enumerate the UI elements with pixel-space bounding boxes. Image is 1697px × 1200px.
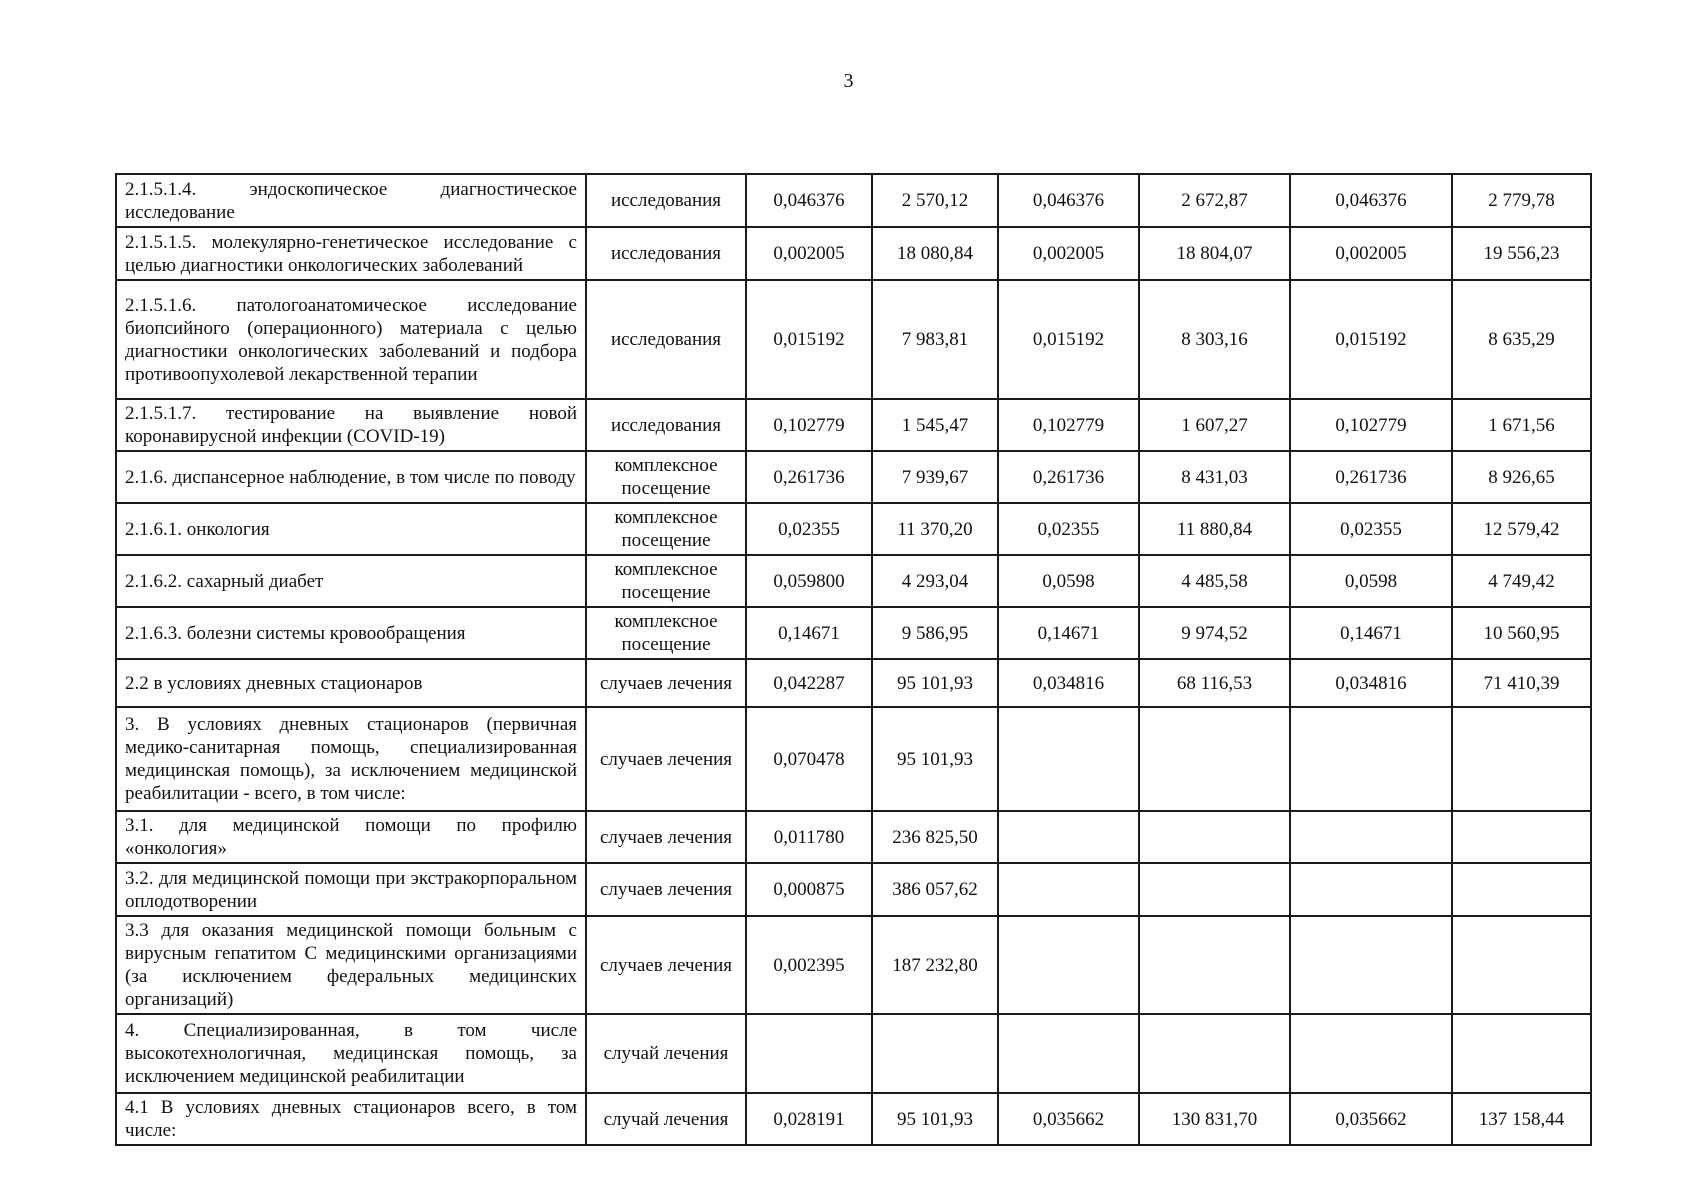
value-cell: 0,034816 xyxy=(1290,659,1452,707)
row-unit: случаев лечения xyxy=(586,916,746,1014)
row-unit: комплексное посещение xyxy=(586,451,746,503)
value-cell: 1 671,56 xyxy=(1452,399,1591,451)
value-cell: 4 485,58 xyxy=(1139,555,1290,607)
table-row xyxy=(116,280,1591,399)
value-cell: 18 080,84 xyxy=(872,227,998,280)
value-cell: 0,102779 xyxy=(746,399,872,451)
row-unit: случаев лечения xyxy=(586,659,746,707)
value-cell: 1 607,27 xyxy=(1139,399,1290,451)
row-name: 3. В условиях дневных стационаров (первичная медико-санитарная помощь, специализированная медицинская помощь), за исключением медицинской реабилитации - всего, в том числе: xyxy=(116,707,586,811)
value-cell: 95 101,93 xyxy=(872,1093,998,1145)
table-row xyxy=(116,1093,1591,1145)
row-unit: комплексное посещение xyxy=(586,607,746,659)
value-cell xyxy=(1290,811,1452,863)
table-row xyxy=(116,811,1591,863)
value-cell: 2 570,12 xyxy=(872,174,998,227)
value-cell: 0,14671 xyxy=(1290,607,1452,659)
row-name: 2.1.6.3. болезни системы кровообращения xyxy=(116,607,586,659)
value-cell: 71 410,39 xyxy=(1452,659,1591,707)
value-cell xyxy=(1452,1014,1591,1093)
row-name: 3.1. для медицинской помощи по профилю «онкология» xyxy=(116,811,586,863)
value-cell: 0,070478 xyxy=(746,707,872,811)
value-cell: 187 232,80 xyxy=(872,916,998,1014)
value-cell: 11 880,84 xyxy=(1139,503,1290,555)
value-cell xyxy=(1290,863,1452,916)
table-row xyxy=(116,607,1591,659)
value-cell xyxy=(1139,811,1290,863)
row-unit: случай лечения xyxy=(586,1093,746,1145)
value-cell: 0,000875 xyxy=(746,863,872,916)
row-unit: исследования xyxy=(586,227,746,280)
row-name: 2.2 в условиях дневных стационаров xyxy=(116,659,586,707)
value-cell: 0,261736 xyxy=(746,451,872,503)
value-cell: 0,02355 xyxy=(746,503,872,555)
table-row xyxy=(116,916,1591,1014)
value-cell: 4 293,04 xyxy=(872,555,998,607)
value-cell: 4 749,42 xyxy=(1452,555,1591,607)
value-cell xyxy=(872,1014,998,1093)
value-cell: 0,015192 xyxy=(998,280,1139,399)
value-cell: 0,261736 xyxy=(998,451,1139,503)
value-cell: 10 560,95 xyxy=(1452,607,1591,659)
value-cell: 386 057,62 xyxy=(872,863,998,916)
value-cell: 0,059800 xyxy=(746,555,872,607)
value-cell: 9 586,95 xyxy=(872,607,998,659)
value-cell: 1 545,47 xyxy=(872,399,998,451)
value-cell: 0,02355 xyxy=(998,503,1139,555)
value-cell: 0,0598 xyxy=(998,555,1139,607)
value-cell xyxy=(1290,916,1452,1014)
value-cell: 0,002005 xyxy=(746,227,872,280)
table-row xyxy=(116,227,1591,280)
row-unit: исследования xyxy=(586,174,746,227)
value-cell: 12 579,42 xyxy=(1452,503,1591,555)
row-unit: случаев лечения xyxy=(586,811,746,863)
row-unit: случаев лечения xyxy=(586,707,746,811)
value-cell: 19 556,23 xyxy=(1452,227,1591,280)
table-row xyxy=(116,399,1591,451)
page-number: 3 xyxy=(843,70,854,92)
table-row xyxy=(116,555,1591,607)
row-name: 2.1.5.1.5. молекулярно-генетическое исследование с целью диагностики онкологических заболеваний xyxy=(116,227,586,280)
value-cell xyxy=(1139,863,1290,916)
value-cell xyxy=(1452,916,1591,1014)
value-cell: 0,046376 xyxy=(746,174,872,227)
value-cell: 0,011780 xyxy=(746,811,872,863)
row-name: 4. Специализированная, в том числе высокотехнологичная, медицинская помощь, за исключением медицинской реабилитации xyxy=(116,1014,586,1093)
value-cell xyxy=(1139,1014,1290,1093)
data-table xyxy=(115,173,1592,1146)
value-cell: 0,102779 xyxy=(1290,399,1452,451)
value-cell: 8 303,16 xyxy=(1139,280,1290,399)
value-cell: 0,015192 xyxy=(746,280,872,399)
value-cell: 95 101,93 xyxy=(872,707,998,811)
value-cell xyxy=(1139,916,1290,1014)
row-name: 2.1.5.1.4. эндоскопическое диагностическое исследование xyxy=(116,174,586,227)
value-cell: 0,035662 xyxy=(1290,1093,1452,1145)
row-name: 4.1 В условиях дневных стационаров всего, в том числе: xyxy=(116,1093,586,1145)
value-cell: 11 370,20 xyxy=(872,503,998,555)
value-cell: 0,14671 xyxy=(746,607,872,659)
value-cell: 0,02355 xyxy=(1290,503,1452,555)
value-cell: 68 116,53 xyxy=(1139,659,1290,707)
value-cell: 137 158,44 xyxy=(1452,1093,1591,1145)
value-cell: 8 431,03 xyxy=(1139,451,1290,503)
value-cell: 0,261736 xyxy=(1290,451,1452,503)
value-cell: 2 779,78 xyxy=(1452,174,1591,227)
value-cell xyxy=(998,1014,1139,1093)
row-unit: комплексное посещение xyxy=(586,503,746,555)
value-cell: 0,002395 xyxy=(746,916,872,1014)
value-cell xyxy=(1452,811,1591,863)
value-cell: 0,002005 xyxy=(998,227,1139,280)
row-unit: исследования xyxy=(586,280,746,399)
value-cell: 18 804,07 xyxy=(1139,227,1290,280)
table-row xyxy=(116,451,1591,503)
value-cell xyxy=(1139,707,1290,811)
value-cell: 236 825,50 xyxy=(872,811,998,863)
row-name: 2.1.5.1.7. тестирование на выявление новой коронавирусной инфекции (COVID-19) xyxy=(116,399,586,451)
table-row xyxy=(116,1014,1591,1093)
value-cell xyxy=(746,1014,872,1093)
value-cell: 7 939,67 xyxy=(872,451,998,503)
value-cell: 8 635,29 xyxy=(1452,280,1591,399)
row-unit: случаев лечения xyxy=(586,863,746,916)
table-row xyxy=(116,659,1591,707)
row-unit: случай лечения xyxy=(586,1014,746,1093)
value-cell: 0,034816 xyxy=(998,659,1139,707)
value-cell: 0,046376 xyxy=(1290,174,1452,227)
value-cell: 9 974,52 xyxy=(1139,607,1290,659)
value-cell xyxy=(1452,707,1591,811)
value-cell xyxy=(1290,707,1452,811)
value-cell: 0,035662 xyxy=(998,1093,1139,1145)
row-name: 2.1.6.1. онкология xyxy=(116,503,586,555)
value-cell xyxy=(998,916,1139,1014)
value-cell: 0,028191 xyxy=(746,1093,872,1145)
value-cell: 0,0598 xyxy=(1290,555,1452,607)
row-name: 2.1.6.2. сахарный диабет xyxy=(116,555,586,607)
value-cell: 130 831,70 xyxy=(1139,1093,1290,1145)
value-cell: 0,015192 xyxy=(1290,280,1452,399)
table-row xyxy=(116,503,1591,555)
table-row xyxy=(116,707,1591,811)
table-row xyxy=(116,863,1591,916)
value-cell: 0,102779 xyxy=(998,399,1139,451)
row-name: 2.1.5.1.6. патологоанатомическое исследование биопсийного (операционного) материала с целью диагностики онкологических заболеваний и подбора противоопухолевой лекарственной терапии xyxy=(116,280,586,399)
table-row xyxy=(116,174,1591,227)
value-cell xyxy=(998,707,1139,811)
value-cell xyxy=(998,811,1139,863)
value-cell: 95 101,93 xyxy=(872,659,998,707)
value-cell xyxy=(1452,863,1591,916)
value-cell xyxy=(1290,1014,1452,1093)
value-cell: 8 926,65 xyxy=(1452,451,1591,503)
value-cell xyxy=(998,863,1139,916)
row-name: 3.2. для медицинской помощи при экстракорпоральном оплодотворении xyxy=(116,863,586,916)
value-cell: 7 983,81 xyxy=(872,280,998,399)
value-cell: 0,002005 xyxy=(1290,227,1452,280)
value-cell: 0,042287 xyxy=(746,659,872,707)
value-cell: 2 672,87 xyxy=(1139,174,1290,227)
row-unit: комплексное посещение xyxy=(586,555,746,607)
value-cell: 0,14671 xyxy=(998,607,1139,659)
value-cell: 0,046376 xyxy=(998,174,1139,227)
row-name: 3.3 для оказания медицинской помощи больным с вирусным гепатитом С медицинскими организациями (за исключением федеральных медицинских организаций) xyxy=(116,916,586,1014)
table-body xyxy=(116,174,1591,1145)
row-name: 2.1.6. диспансерное наблюдение, в том числе по поводу xyxy=(116,451,586,503)
row-unit: исследования xyxy=(586,399,746,451)
